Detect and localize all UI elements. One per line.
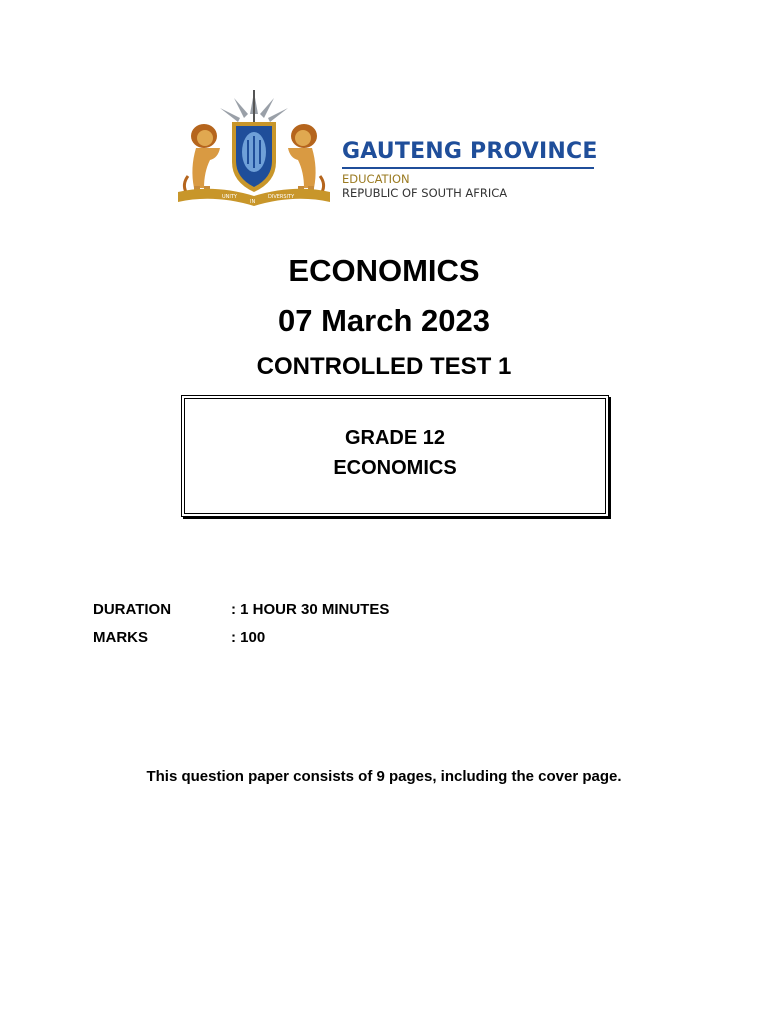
duration-label: DURATION (93, 601, 172, 618)
logo-divider (342, 167, 594, 169)
logo-wordmark (342, 138, 598, 200)
gauteng-education-logo (174, 88, 598, 214)
shield-icon (232, 122, 276, 192)
lion-left-icon (184, 124, 220, 194)
coat-of-arms-icon (174, 88, 334, 214)
lion-right-icon (288, 124, 324, 194)
page-count-note: This question paper consists of 9 pages, including the cover page. (146, 768, 622, 785)
motto-center: IN (250, 199, 256, 205)
motto-left: UNITY (222, 194, 237, 200)
box-subject: ECONOMICS (333, 457, 457, 479)
exam-date: 07 March 2023 (278, 303, 490, 338)
organisation-name: GAUTENG PROVINCE (342, 139, 598, 164)
department-name: EDUCATION (342, 172, 410, 186)
motto-right: DIVERSITY (268, 194, 295, 200)
grade-label: GRADE 12 (344, 427, 446, 449)
test-name: CONTROLLED TEST 1 (256, 353, 512, 380)
marks-label: MARKS (93, 629, 148, 646)
subject-title: ECONOMICS (288, 253, 480, 288)
marks-value: : 100 (231, 629, 266, 646)
duration-value: : 1 HOUR 30 MINUTES (231, 601, 390, 618)
grade-box (181, 395, 609, 517)
country-name: REPUBLIC OF SOUTH AFRICA (342, 186, 508, 200)
